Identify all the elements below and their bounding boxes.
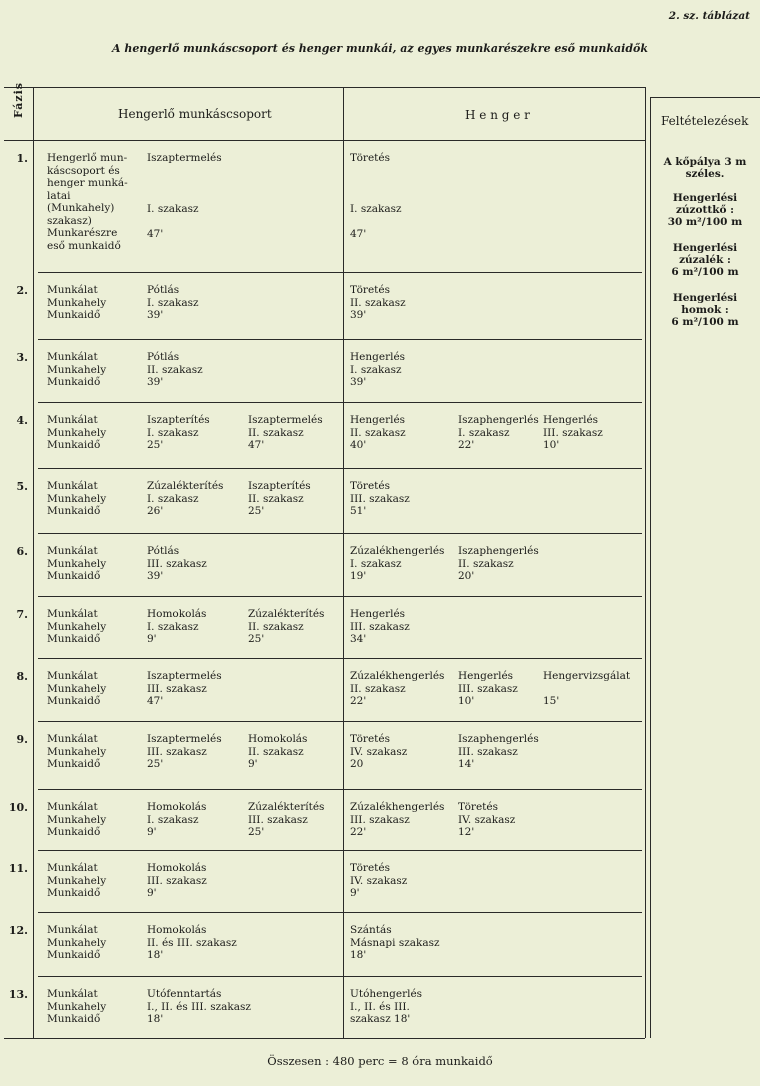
crew-place: II. szakasz xyxy=(248,745,304,758)
crew-time: 39' xyxy=(147,376,164,388)
row-label-block xyxy=(47,414,106,452)
roller-time: szakasz 18' xyxy=(350,1013,411,1025)
crew-time: 39' xyxy=(147,570,164,582)
row-label-line: eső munkaidő xyxy=(47,239,121,252)
row-label: Munkálat xyxy=(47,284,98,296)
roller-entry xyxy=(543,414,603,452)
assumption-line: homok : xyxy=(681,304,729,316)
crew-task: Iszapterítés xyxy=(248,480,311,492)
crew-entry xyxy=(248,733,307,771)
roller-time: 47' xyxy=(350,228,367,240)
roller-entry xyxy=(350,670,444,708)
table-label: 2. sz. táblázat xyxy=(668,10,750,22)
crew-place: II. szakasz xyxy=(248,492,304,505)
roller-time: 14' xyxy=(458,758,475,770)
crew-task: Homokolás xyxy=(248,733,308,745)
row-label: Munkahely xyxy=(47,426,107,439)
row-label: Munkaidő xyxy=(47,887,101,899)
crew-place: I. szakasz xyxy=(147,813,199,826)
roller-task: Iszaphengerlés xyxy=(458,414,539,426)
crew-task: Homokolás xyxy=(147,862,207,874)
row-label: Munkaidő xyxy=(47,633,101,645)
crew-time: 25' xyxy=(248,826,265,838)
crew-time: 9' xyxy=(147,826,157,838)
crew-entry xyxy=(147,152,222,241)
crew-time: 9' xyxy=(147,633,157,645)
roller-place: IV. szakasz xyxy=(458,813,516,826)
roller-place: III. szakasz xyxy=(458,682,518,695)
roller-time: 10' xyxy=(543,439,560,451)
crew-place: I. szakasz xyxy=(147,426,199,439)
row-separator xyxy=(38,912,642,913)
crew-entry xyxy=(147,862,207,900)
crew-place: I. szakasz xyxy=(147,202,199,215)
crew-entry xyxy=(248,608,324,646)
roller-entry xyxy=(543,670,630,708)
roller-task: Töretés xyxy=(458,801,498,813)
crew-time: 18' xyxy=(147,1013,164,1025)
roller-entry xyxy=(350,988,422,1026)
row-label: Munkálat xyxy=(47,924,98,936)
crew-entry xyxy=(147,733,222,771)
roller-task: Szántás xyxy=(350,924,392,936)
assumption-title: A kőpálya 3 m xyxy=(663,156,747,168)
roller-task: Hengerlés xyxy=(543,414,599,426)
row-label: Munkálat xyxy=(47,608,98,620)
roller-entry xyxy=(458,545,539,583)
crew-task: Homokolás xyxy=(147,608,207,620)
crew-task: Iszaptermelés xyxy=(147,152,222,164)
roller-place: III. szakasz xyxy=(350,492,410,505)
assumptions-header: Feltételezések xyxy=(661,114,749,128)
roller-entry xyxy=(350,924,440,962)
roller-task: Utóhengerlés xyxy=(350,988,423,1000)
roller-time: 10' xyxy=(458,695,475,707)
row-label-block xyxy=(47,733,106,771)
roller-task: Töretés xyxy=(350,862,390,874)
row-label-block xyxy=(47,152,128,252)
row-label-line: Munkarészre xyxy=(47,227,118,239)
phase-number: 13. xyxy=(8,988,28,1001)
row-label-line: latai xyxy=(47,189,71,202)
crew-entry xyxy=(147,924,237,962)
roller-entry xyxy=(350,608,410,646)
roller-time: 22' xyxy=(350,695,367,707)
roller-place: II. szakasz xyxy=(350,426,406,439)
roller-right-rule xyxy=(645,87,646,1038)
row-label: Munkaidő xyxy=(47,826,101,838)
roller-entry xyxy=(350,801,444,839)
row-label: Munkaidő xyxy=(47,309,101,321)
phase-header: Fázis xyxy=(12,82,25,118)
roller-task: Iszaphengerlés xyxy=(458,545,539,557)
page-title: A hengerlő munkáscsoport és henger munkái, az egyes munkarészekre eső munkaidők xyxy=(111,42,648,55)
crew-time: 25' xyxy=(248,633,265,645)
roller-time: 40' xyxy=(350,439,367,451)
crew-place: II. szakasz xyxy=(248,620,304,633)
crew-place: III. szakasz xyxy=(248,813,308,826)
row-label: Munkahely xyxy=(47,874,107,887)
total-line: Összesen : 480 perc = 8 óra munkaidő xyxy=(267,1054,493,1068)
table-bottom-rule xyxy=(4,1038,645,1039)
crew-task: Homokolás xyxy=(147,924,207,936)
crew-entry xyxy=(147,670,222,708)
row-label: Munkahely xyxy=(47,557,107,570)
roller-task: Zúzalékhengerlés xyxy=(350,801,445,813)
crew-time: 47' xyxy=(248,439,265,451)
row-label-line: henger munká- xyxy=(47,177,128,189)
roller-task: Iszaphengerlés xyxy=(458,733,539,745)
roller-task: Töretés xyxy=(350,733,390,745)
assumption-note xyxy=(652,192,758,228)
crew-place: I., II. és III. szakasz xyxy=(147,1000,251,1013)
crew-task: Homokolás xyxy=(147,801,207,813)
roller-place: III. szakasz xyxy=(458,745,518,758)
row-label: Munkaidő xyxy=(47,949,101,961)
row-separator xyxy=(38,339,642,340)
row-label: Munkálat xyxy=(47,801,98,813)
assumption-line: zúzalék : xyxy=(679,254,731,266)
row-label: Munkálat xyxy=(47,862,98,874)
roller-place: I. szakasz xyxy=(350,363,402,376)
row-label: Munkahely xyxy=(47,682,107,695)
phase-column-rule xyxy=(33,87,34,1038)
crew-time: 47' xyxy=(147,695,164,707)
roller-task: Zúzalékhengerlés xyxy=(350,670,445,682)
crew-time: 9' xyxy=(248,758,258,770)
row-label-block xyxy=(47,480,106,518)
crew-entry xyxy=(147,988,251,1026)
row-separator xyxy=(38,402,642,403)
row-label: Munkahely xyxy=(47,492,107,505)
assumption-title: Hengerlési xyxy=(672,192,738,204)
crew-time: 39' xyxy=(147,309,164,321)
crew-task: Pótlás xyxy=(147,351,180,363)
roller-time: 39' xyxy=(350,376,367,388)
crew-time: 47' xyxy=(147,228,164,240)
row-label: Munkaidő xyxy=(47,1013,101,1025)
roller-place: I., II. és III. xyxy=(350,1000,410,1013)
row-label: Munkaidő xyxy=(47,439,101,451)
crew-task: Zúzalékterítés xyxy=(248,801,325,813)
assumptions-left-rule xyxy=(650,97,651,1038)
crew-entry xyxy=(147,284,199,322)
roller-entry xyxy=(350,733,407,771)
row-label: Munkahely xyxy=(47,936,107,949)
crew-place: II. szakasz xyxy=(147,363,203,376)
roller-entry xyxy=(350,284,406,322)
roller-time: 9' xyxy=(350,887,360,899)
roller-task: Hengervizsgálat xyxy=(543,670,631,682)
roller-time: 34' xyxy=(350,633,367,645)
roller-time: 39' xyxy=(350,309,367,321)
roller-place: I. szakasz xyxy=(458,426,510,439)
row-label-block xyxy=(47,670,106,708)
row-label-line: káscsoport és xyxy=(47,164,120,177)
phase-number: 6. xyxy=(16,545,28,558)
roller-header: H e n g e r xyxy=(465,108,530,122)
roller-entry xyxy=(458,801,515,839)
phase-number: 12. xyxy=(8,924,28,937)
roller-task: Hengerlés xyxy=(350,351,406,363)
row-label-block xyxy=(47,862,106,900)
row-label-line: Hengerlő mun- xyxy=(47,152,128,164)
roller-place: I. szakasz xyxy=(350,557,402,570)
phase-number: 1. xyxy=(16,152,28,165)
roller-place xyxy=(543,683,630,696)
row-label: Munkálat xyxy=(47,988,98,1000)
roller-task: Hengerlés xyxy=(458,670,514,682)
roller-entry xyxy=(350,862,407,900)
roller-place: IV. szakasz xyxy=(350,874,408,887)
crew-entry xyxy=(147,480,223,518)
crew-task: Zúzalékterítés xyxy=(147,480,224,492)
row-label-block xyxy=(47,351,106,389)
roller-place: Másnapi szakasz xyxy=(350,936,440,949)
assumption-note xyxy=(652,242,758,278)
roller-entry xyxy=(350,152,402,241)
row-separator xyxy=(38,658,642,659)
crew-time: 25' xyxy=(147,758,164,770)
crew-entry xyxy=(248,480,311,518)
row-label: Munkaidő xyxy=(47,570,101,582)
crew-place: I. szakasz xyxy=(147,620,199,633)
crew-entry xyxy=(248,414,323,452)
crew-task: Iszapterítés xyxy=(147,414,210,426)
crew-time: 9' xyxy=(147,887,157,899)
roller-time: 22' xyxy=(350,826,367,838)
assumptions-top-rule xyxy=(650,97,760,98)
phase-number: 11. xyxy=(8,862,28,875)
assumption-title: Hengerlési xyxy=(672,242,738,254)
phase-number: 2. xyxy=(16,284,28,297)
crew-task: Iszaptermelés xyxy=(147,733,222,745)
crew-place: II. szakasz xyxy=(248,426,304,439)
crew-task: Zúzalékterítés xyxy=(248,608,325,620)
row-label: Munkálat xyxy=(47,480,98,492)
roller-entry xyxy=(458,733,539,771)
phase-number: 3. xyxy=(16,351,28,364)
row-label-block xyxy=(47,545,106,583)
crew-time: 18' xyxy=(147,949,164,961)
header-bottom-rule xyxy=(4,140,645,141)
roller-place: III. szakasz xyxy=(543,426,603,439)
phase-number: 10. xyxy=(8,801,28,814)
roller-task: Zúzalékhengerlés xyxy=(350,545,445,557)
crew-time: 26' xyxy=(147,505,164,517)
assumption-note xyxy=(652,292,758,328)
roller-place: II. szakasz xyxy=(350,682,406,695)
row-label: Munkahely xyxy=(47,745,107,758)
phase-number: 7. xyxy=(16,608,28,621)
row-separator xyxy=(38,789,642,790)
row-label-block xyxy=(47,801,106,839)
row-label-block xyxy=(47,924,106,962)
roller-place: IV. szakasz xyxy=(350,745,408,758)
row-label: Munkaidő xyxy=(47,695,101,707)
roller-task: Töretés xyxy=(350,480,390,492)
crew-place: III. szakasz xyxy=(147,682,207,695)
table-top-rule xyxy=(4,87,645,88)
assumption-title: Hengerlési xyxy=(672,292,738,304)
roller-place: I. szakasz xyxy=(350,202,402,215)
row-label: Munkahely xyxy=(47,363,107,376)
crew-entry xyxy=(147,545,207,583)
roller-entry xyxy=(350,351,405,389)
phase-number: 9. xyxy=(16,733,28,746)
assumption-line: 6 m²/100 m xyxy=(671,316,739,328)
row-label: Munkahely xyxy=(47,1000,107,1013)
row-separator xyxy=(38,272,642,273)
roller-entry xyxy=(350,480,410,518)
row-label-line: (Munkahely) xyxy=(47,202,115,214)
row-label: Munkálat xyxy=(47,733,98,745)
assumption-line: 6 m²/100 m xyxy=(671,266,739,278)
row-separator xyxy=(38,596,642,597)
roller-entry xyxy=(458,670,518,708)
roller-entry xyxy=(350,414,406,452)
row-label: Munkálat xyxy=(47,414,98,426)
roller-place: II. szakasz xyxy=(350,296,406,309)
crew-place: I. szakasz xyxy=(147,296,199,309)
roller-task: Töretés xyxy=(350,284,390,296)
crew-task: Pótlás xyxy=(147,284,180,296)
roller-time: 18' xyxy=(350,949,367,961)
row-label-block xyxy=(47,988,106,1026)
crew-place: I. szakasz xyxy=(147,492,199,505)
row-label-block xyxy=(47,284,106,322)
crew-time: 25' xyxy=(147,439,164,451)
crew-task: Pótlás xyxy=(147,545,180,557)
row-label-line: szakasz) xyxy=(47,214,92,227)
roller-entry xyxy=(350,545,444,583)
crew-place: III. szakasz xyxy=(147,745,207,758)
roller-entry xyxy=(458,414,539,452)
roller-task: Hengerlés xyxy=(350,608,406,620)
row-label: Munkaidő xyxy=(47,758,101,770)
row-label: Munkálat xyxy=(47,545,98,557)
row-separator xyxy=(38,850,642,851)
roller-task: Hengerlés xyxy=(350,414,406,426)
row-separator xyxy=(38,721,642,722)
crew-place: III. szakasz xyxy=(147,557,207,570)
crew-time: 25' xyxy=(248,505,265,517)
roller-time: 12' xyxy=(458,826,475,838)
crew-place: II. és III. szakasz xyxy=(147,936,237,949)
roller-time: 19' xyxy=(350,570,367,582)
roller-time: 20 xyxy=(350,758,364,770)
assumption-line: 30 m²/100 m xyxy=(667,216,743,228)
row-label: Munkahely xyxy=(47,296,107,309)
row-label: Munkahely xyxy=(47,813,107,826)
assumption-line: széles. xyxy=(685,168,725,180)
row-label: Munkaidő xyxy=(47,505,101,517)
crew-roller-divider xyxy=(343,87,344,1038)
crew-header: Hengerlő munkáscsoport xyxy=(118,107,272,121)
crew-task: Utófenntartás xyxy=(147,988,222,1000)
crew-entry xyxy=(248,801,324,839)
row-separator xyxy=(38,468,642,469)
roller-time: 20' xyxy=(458,570,475,582)
row-separator xyxy=(38,533,642,534)
roller-time: 22' xyxy=(458,439,475,451)
crew-place: III. szakasz xyxy=(147,874,207,887)
crew-entry xyxy=(147,801,206,839)
crew-entry xyxy=(147,351,203,389)
row-label: Munkálat xyxy=(47,670,98,682)
crew-entry xyxy=(147,608,206,646)
roller-place: III. szakasz xyxy=(350,813,410,826)
roller-task: Töretés xyxy=(350,152,390,164)
crew-task: Iszaptermelés xyxy=(248,414,323,426)
crew-entry xyxy=(147,414,210,452)
assumption-line: zúzottkő : xyxy=(675,204,735,216)
roller-place: III. szakasz xyxy=(350,620,410,633)
row-label: Munkahely xyxy=(47,620,107,633)
phase-number: 5. xyxy=(16,480,28,493)
row-label: Munkaidő xyxy=(47,376,101,388)
roller-place: II. szakasz xyxy=(458,557,514,570)
assumption-note xyxy=(652,156,758,180)
phase-number: 4. xyxy=(16,414,28,427)
row-separator xyxy=(38,976,642,977)
row-label: Munkálat xyxy=(47,351,98,363)
crew-task: Iszaptermelés xyxy=(147,670,222,682)
phase-number: 8. xyxy=(16,670,28,683)
roller-time: 51' xyxy=(350,505,367,517)
row-label-block xyxy=(47,608,106,646)
roller-time: 15' xyxy=(543,695,560,707)
